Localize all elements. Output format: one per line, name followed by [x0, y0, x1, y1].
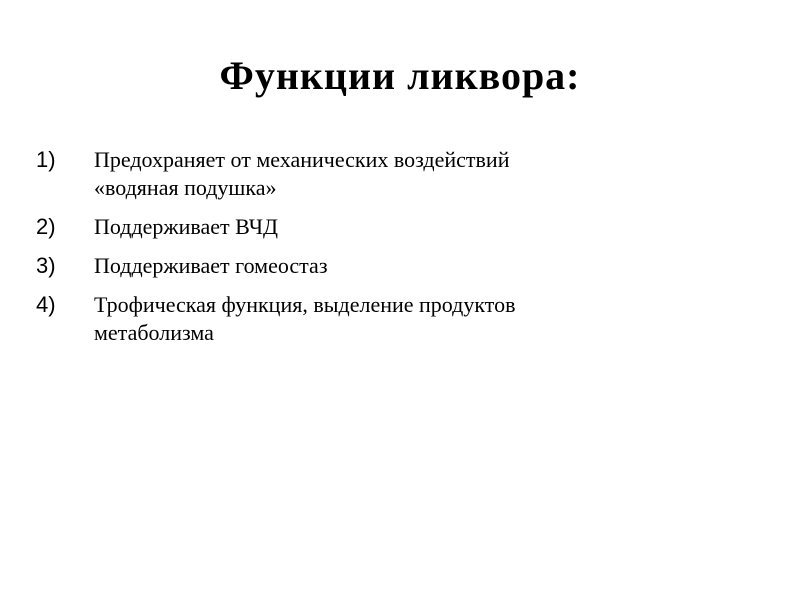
list-item: [36, 213, 756, 241]
functions-list: [36, 146, 756, 358]
list-item: [36, 252, 756, 280]
list-item-number: 1): [36, 147, 56, 172]
list-item: [36, 146, 756, 202]
list-item-text: Трофическая функция, выделение продуктов метаболизма: [94, 292, 516, 345]
list-item-number: 2): [36, 214, 56, 239]
list-item-text: Поддерживает гомеостаз: [94, 253, 328, 278]
list-item: [36, 291, 756, 347]
slide-title: Функции ликвора:: [219, 53, 581, 98]
list-item-number: 3): [36, 253, 56, 278]
list-item-number: 4): [36, 292, 56, 317]
list-item-text: Поддерживает ВЧД: [94, 214, 279, 239]
list-item-text: Предохраняет от механических воздействий «водяная подушка»: [94, 147, 510, 200]
